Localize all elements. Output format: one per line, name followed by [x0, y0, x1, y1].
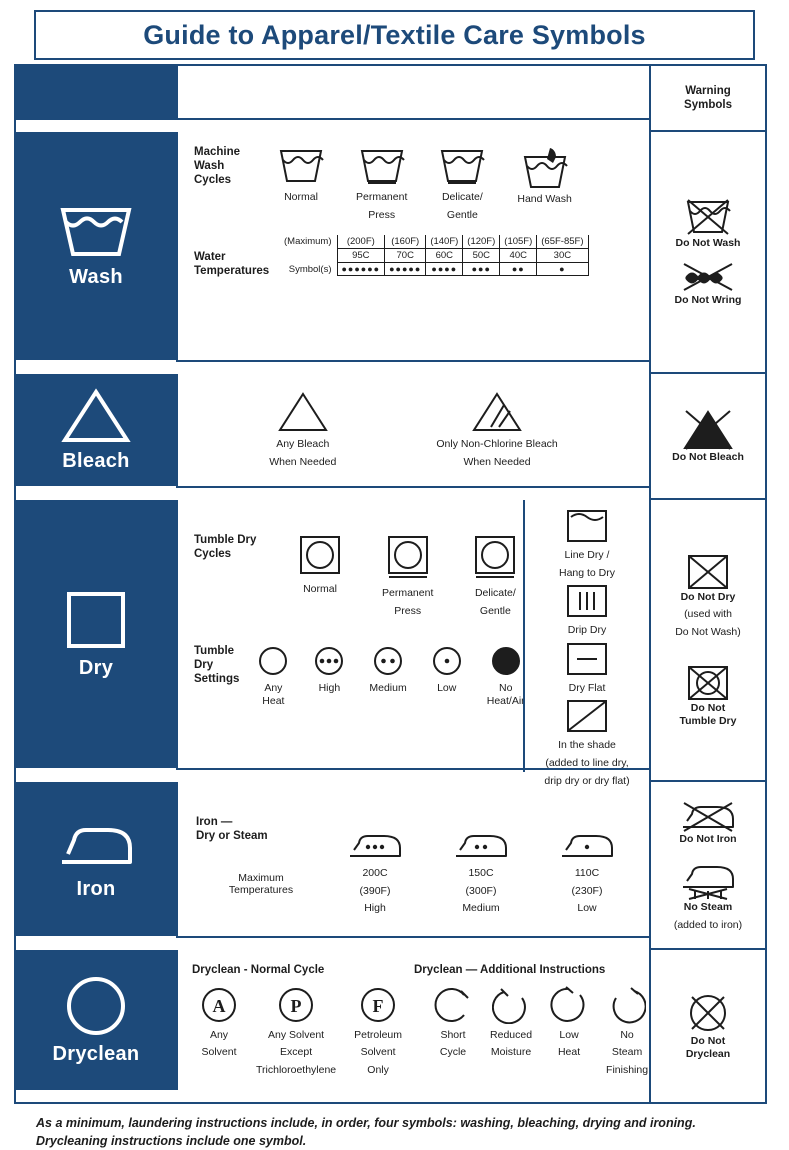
caption: Do Not Bleach [672, 450, 744, 463]
caption-l1: Do Not [690, 702, 726, 715]
symbol-iron-low [558, 828, 616, 915]
caption-l1: Any [209, 1028, 229, 1041]
cell-c-1: 70C [385, 249, 426, 263]
cell-dots-1: ●●●●● [385, 263, 426, 276]
drip-dry-icon [565, 583, 609, 619]
caption-l2: (added to iron) [673, 918, 743, 931]
symbol-wash-delicate [439, 146, 485, 221]
tumble-dry-permanent-press-icon [386, 534, 430, 582]
no-heat-air-icon [490, 645, 522, 677]
iron-icon [56, 818, 136, 872]
caption-l1: Delicate/ [441, 191, 483, 203]
caption-l1: Do Not Dry [680, 590, 736, 603]
caption: Normal [284, 191, 318, 203]
caption-l1: Line Dry / [564, 549, 610, 561]
caption-l1: Drip Dry [567, 624, 607, 637]
symbol-low-heat [431, 645, 463, 695]
iron-high-icon [346, 828, 404, 862]
do-not-dryclean-icon [686, 991, 730, 1035]
do-not-tumble-dry-icon [686, 664, 730, 702]
level: Medium [462, 902, 500, 915]
row-label-symbols: Symbol(s) [288, 263, 332, 275]
caption-l1: Any Bleach [276, 438, 330, 451]
short-cycle-icon [434, 986, 472, 1024]
dryclean-circle-icon [63, 975, 129, 1037]
caption: High [318, 682, 341, 695]
iron-heading-l2: Dry or Steam [196, 829, 268, 842]
caption-l2: Except [280, 1046, 313, 1059]
iron-content [176, 782, 649, 938]
temp-f: (230F) [571, 884, 603, 897]
caption-l2: When Needed [269, 456, 337, 468]
page-title-text: Guide to Apparel/Textile Care Symbols [143, 19, 646, 50]
warning-symbols-header [649, 66, 765, 132]
dryclean-normal-heading: Dryclean - Normal Cycle [192, 964, 325, 976]
medium-heat-icon [372, 645, 404, 677]
caption: Do Not Wash [675, 237, 741, 250]
symbol-tumble-delicate [473, 534, 517, 617]
dry-warnings [649, 500, 765, 782]
dry-content [176, 500, 649, 787]
hand-wash-icon [522, 146, 568, 192]
symbol-do-not-iron [679, 799, 737, 846]
do-not-iron-icon [679, 799, 737, 833]
caption-l3: drip dry or dry flat) [544, 774, 630, 787]
caption: Any Heat [262, 682, 285, 707]
footer-line-2: Drycleaning instructions include one symbol. [36, 1134, 307, 1149]
wash-cycles-label [194, 146, 266, 187]
footer-line-1: As a minimum, laundering instructions include, in order, four symbols: washing, bleaching, drying and ironing. [36, 1116, 696, 1130]
caption-l2: Gentle [446, 208, 478, 221]
water-temperature-table [280, 235, 589, 276]
wash-cycles-label-l1: Machine [194, 146, 241, 158]
tumble-cycles-l2: Cycles [194, 547, 232, 560]
caption: Normal [303, 583, 337, 595]
cell-c-4: 40C [500, 249, 537, 263]
caption-l3: Only [367, 1063, 389, 1076]
caption-l1: Low [559, 1028, 579, 1041]
category-iron [16, 782, 176, 938]
cell-f-1: (160F) [385, 235, 426, 249]
cell-dots-0: ●●●●●● [337, 263, 385, 276]
cell-dots-3: ●●● [463, 263, 500, 276]
caption-l2: When Needed [463, 456, 531, 468]
caption-l3: Finishing [606, 1063, 649, 1076]
caption-l2: Heat [557, 1046, 581, 1059]
no-steam-finishing-icon [608, 986, 646, 1024]
in-the-shade-icon [565, 698, 609, 734]
category-bleach-label: Bleach [62, 449, 130, 472]
svg-text:P: P [290, 995, 302, 1016]
footer-note [36, 1114, 753, 1150]
do-not-dry-icon [686, 553, 730, 591]
dryclean-additional-heading: Dryclean — Additional Instructions [414, 964, 606, 976]
any-heat-icon [257, 645, 289, 677]
tumble-dry-cycles-label [194, 534, 274, 562]
dry-square-icon [64, 589, 128, 651]
category-iron-label: Iron [76, 877, 116, 900]
dry-flat-icon [565, 641, 609, 677]
symbol-high-heat [313, 645, 345, 695]
tumble-dry-normal-icon [298, 534, 342, 578]
caption-l2: Press [368, 208, 396, 221]
temp-c: 150C [468, 867, 494, 879]
caption: Medium [369, 682, 407, 695]
symbol-petroleum-solvent-only [354, 986, 402, 1077]
symbol-wash-normal [278, 146, 324, 221]
symbol-no-steam-finishing [606, 986, 648, 1077]
dryclean-a-icon [200, 986, 238, 1024]
water-temp-label-l2: Temperatures [194, 264, 270, 277]
symbol-drip-dry [565, 583, 609, 637]
caption-l2: Gentle [479, 604, 511, 617]
level: Low [577, 902, 597, 915]
caption-l1: Any Solvent [268, 1028, 325, 1041]
header-left-spacer [16, 66, 176, 120]
iron-low-icon [558, 828, 616, 862]
category-dryclean-label: Dryclean [52, 1042, 140, 1065]
category-bleach [16, 374, 176, 488]
caption-l2: Moisture [490, 1046, 532, 1059]
temp-f: (300F) [465, 884, 497, 897]
category-wash-label: Wash [69, 265, 123, 288]
caption-l1: Delicate/ [474, 587, 516, 599]
iron-medium-icon [452, 828, 510, 862]
caption-l2: Tumble Dry [679, 714, 737, 727]
category-dry-label: Dry [78, 656, 114, 679]
symbol-any-solvent [200, 986, 238, 1077]
symbol-wash-permanent-press [356, 146, 407, 221]
bleach-warnings [649, 374, 765, 500]
caption-l1: Permanent [356, 191, 408, 203]
symbol-any-bleach [269, 391, 336, 468]
symbol-in-the-shade [544, 698, 629, 787]
iron-heading [196, 816, 326, 844]
symbol-no-steam [674, 863, 742, 931]
symbol-non-chlorine-bleach [436, 391, 557, 468]
do-not-wash-icon [685, 197, 731, 237]
iron-max-l1: Maximum [238, 871, 284, 884]
category-dryclean [16, 950, 176, 1090]
wash-delicate-icon [439, 146, 485, 186]
cell-f-2: (140F) [426, 235, 463, 249]
symbol-do-not-dryclean [686, 991, 730, 1060]
high-heat-icon [313, 645, 345, 677]
cell-c-3: 50C [463, 249, 500, 263]
caption-l3: Trichloroethylene [256, 1063, 337, 1076]
caption: Do Not Wring [674, 294, 742, 306]
row-label-maximum: (Maximum) [284, 236, 332, 248]
wash-warnings [649, 132, 765, 374]
wash-cycles-label-l3: Cycles [194, 173, 232, 186]
iron-warnings [649, 782, 765, 950]
temp-f: (390F) [359, 884, 391, 897]
wash-basin-icon [59, 204, 133, 260]
table-row-symbols [280, 263, 588, 276]
caption-l2: Cycle [439, 1046, 467, 1059]
symbol-do-not-wring [675, 260, 742, 307]
wash-content [176, 132, 649, 362]
caption-l2: Hang to Dry [558, 566, 616, 579]
caption-l1: Permanent [382, 587, 434, 599]
do-not-wring-icon [680, 260, 736, 294]
tumble-settings-l2: Settings [194, 672, 240, 685]
symbol-tumble-permanent-press [382, 534, 433, 617]
caption-l2: (added to line dry, [545, 756, 629, 769]
symbol-iron-medium [452, 828, 510, 915]
symbol-tumble-normal [298, 534, 342, 617]
symbols-grid [14, 64, 767, 1104]
caption-l2: (used with [684, 608, 732, 621]
wash-cycles-label-l2: Wash [194, 159, 225, 172]
dryclean-low-heat-icon [550, 986, 588, 1024]
warning-header-line2: Symbols [684, 99, 732, 111]
tumble-dry-delicate-icon [473, 534, 517, 582]
caption-l1: No Steam [683, 901, 733, 914]
water-temp-label-l1: Water [194, 251, 226, 264]
cell-c-2: 60C [426, 249, 463, 263]
caption-l2: Press [394, 604, 422, 617]
svg-text:A: A [212, 995, 226, 1016]
caption-l1: Reduced [490, 1028, 533, 1041]
row-label-blank [280, 249, 337, 263]
iron-heading-l1: Iron — [196, 816, 233, 828]
warning-header-line1: Warning [685, 84, 731, 97]
cell-dots-5: ● [537, 263, 588, 276]
reduced-moisture-icon [492, 986, 530, 1024]
water-temperatures-label [194, 235, 280, 279]
caption-l1: No [620, 1028, 634, 1041]
any-bleach-icon [277, 391, 329, 433]
cell-f-4: (105F) [500, 235, 537, 249]
level: High [364, 902, 386, 915]
symbol-low-heat [550, 986, 588, 1077]
caption-l2: Solvent [201, 1046, 237, 1059]
caption-l1: Do Not Iron [679, 832, 737, 845]
symbol-medium-heat [369, 645, 406, 695]
cell-dots-4: ●● [500, 263, 537, 276]
symbol-line-dry [559, 508, 615, 579]
caption-l2: Dryclean [685, 1048, 731, 1060]
caption-l1: Do Not [690, 1035, 726, 1048]
page-title [34, 10, 755, 60]
bleach-triangle-icon [61, 388, 131, 444]
wash-permanent-press-icon [359, 146, 405, 186]
dryclean-f-icon [359, 986, 397, 1024]
caption: No Heat/Air [486, 682, 525, 707]
dryclean-p-icon [277, 986, 315, 1024]
non-chlorine-bleach-icon [471, 391, 523, 433]
temp-c: 110C [574, 867, 600, 879]
caption-l2: Steam [611, 1046, 643, 1059]
wash-normal-icon [278, 146, 324, 186]
caption-l1: Dry Flat [568, 681, 606, 694]
low-heat-icon [431, 645, 463, 677]
symbol-reduced-moisture [490, 986, 532, 1077]
cell-c-0: 95C [337, 249, 385, 263]
symbol-any-heat [257, 645, 289, 707]
tumble-dry-settings-label [194, 645, 239, 686]
category-wash [16, 132, 176, 362]
caption-l1: Petroleum [354, 1028, 403, 1041]
caption-l2: Solvent [360, 1046, 396, 1059]
cell-f-5: (65F-85F) [537, 235, 588, 249]
symbol-do-not-tumble-dry [680, 664, 737, 727]
do-not-bleach-icon [682, 409, 734, 451]
symbol-do-not-wash [676, 197, 741, 250]
caption-l1: Only Non-Chlorine Bleach [436, 438, 558, 451]
cell-c-5: 30C [537, 249, 588, 263]
cell-f-0: (200F) [337, 235, 385, 249]
svg-text:F: F [372, 995, 384, 1016]
table-row-max [280, 235, 588, 249]
caption-l1: Short [440, 1028, 466, 1041]
tumble-cycles-l1: Tumble Dry [194, 534, 257, 546]
symbol-do-not-bleach [672, 409, 744, 464]
no-steam-icon [679, 863, 737, 901]
caption: Low [437, 682, 457, 695]
iron-max-temps-label [196, 872, 326, 897]
caption: Hand Wash [517, 193, 572, 205]
dryclean-warnings [649, 950, 765, 1102]
symbol-short-cycle [434, 986, 472, 1077]
table-row-celsius [280, 249, 588, 263]
cell-f-3: (120F) [463, 235, 500, 249]
symbol-do-not-dry [675, 553, 741, 639]
symbol-dry-flat [565, 641, 609, 695]
caption-l1: In the shade [558, 739, 616, 752]
category-dry [16, 500, 176, 770]
temp-c: 200C [362, 867, 388, 879]
cell-dots-2: ●●●● [426, 263, 463, 276]
dryclean-content [176, 950, 649, 1090]
symbol-hand-wash [517, 146, 571, 221]
tumble-settings-l1: Tumble Dry [194, 645, 235, 671]
symbol-iron-high [346, 828, 404, 915]
header-middle-spacer [176, 66, 649, 120]
iron-max-l2: Temperatures [228, 884, 294, 897]
caption-l3: Do Not Wash) [675, 625, 741, 638]
symbol-no-heat-air [487, 645, 525, 707]
symbol-any-solvent-except-trichloroethylene [256, 986, 336, 1077]
line-dry-icon [565, 508, 609, 544]
bleach-content [176, 374, 649, 488]
